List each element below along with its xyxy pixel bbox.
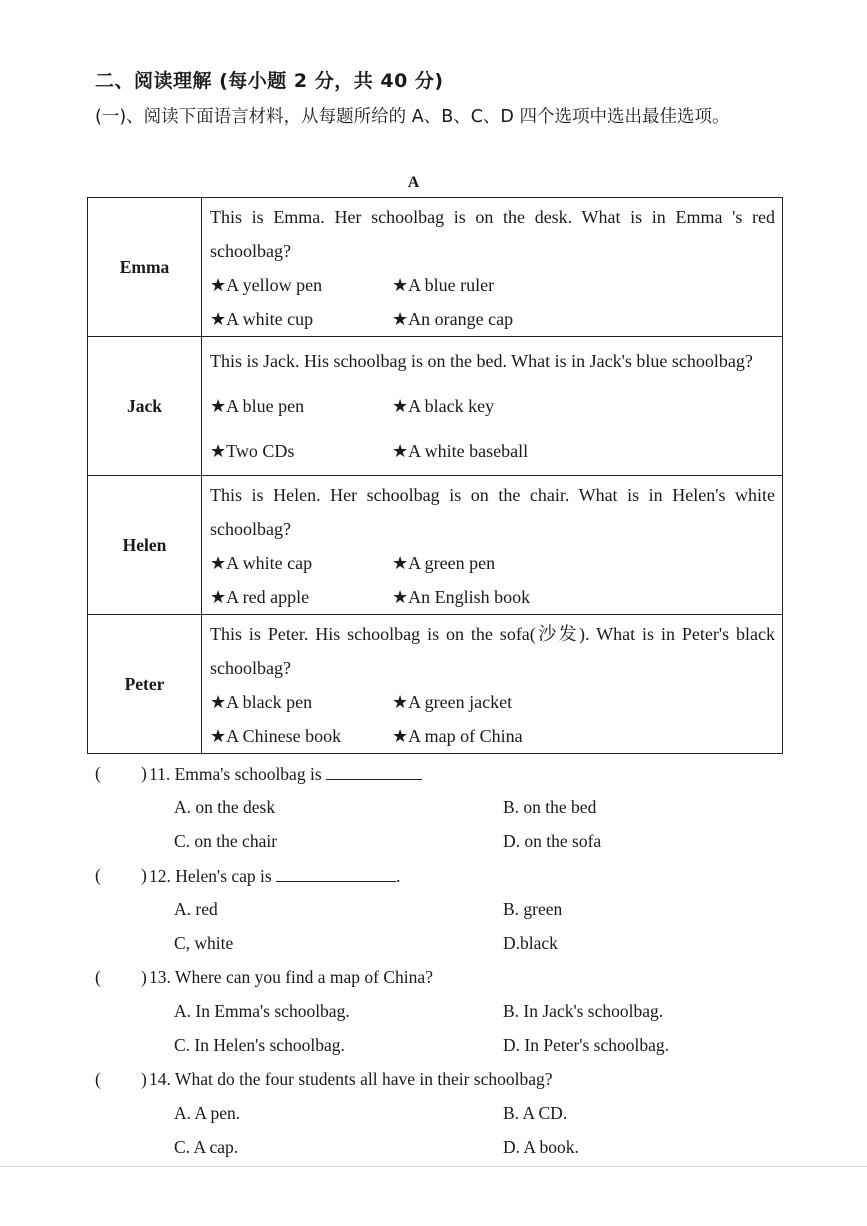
answer-paren-close: ) [141, 865, 147, 885]
student-name: Peter [88, 615, 202, 754]
page-bottom-divider [0, 1166, 867, 1167]
table-row [88, 476, 783, 615]
answer-paren-close: ) [141, 1069, 147, 1089]
student-schoolbag-table [87, 197, 783, 754]
bag-item: ★A yellow pen [210, 275, 323, 295]
answer-paren-close: ) [141, 763, 147, 783]
question-text: 13. Where can you find a map of China? [149, 967, 433, 987]
bag-item: ★A map of China [392, 726, 523, 746]
option-d: D. In Peter's schoolbag. [503, 1035, 669, 1055]
question-text: 14. What do the four students all have in their schoolbag? [149, 1069, 553, 1089]
bag-item: ★A white baseball [392, 440, 529, 461]
option-d: D.black [503, 933, 558, 953]
table-row [88, 615, 783, 754]
bag-item: ★A green jacket [392, 692, 513, 712]
question-suffix: . [396, 866, 401, 886]
student-description [202, 476, 783, 615]
question-text: 11. Emma's schoolbag is [149, 764, 322, 784]
answer-blank[interactable] [326, 763, 422, 780]
section-instruction: (一)、阅读下面语言材料，从每题所给的 A、B、C、D 四个选项中选出最佳选项。 [95, 107, 730, 127]
bag-item: ★A red apple [210, 587, 310, 607]
option-a: A. red [174, 899, 218, 919]
description-sentence: This is Jack. His schoolbag is on the bed. What is in Jack's blue schoolbag? [210, 351, 753, 372]
answer-paren-open: ( [95, 763, 101, 783]
table-row [88, 337, 783, 476]
option-c: C. A cap. [174, 1137, 239, 1157]
bag-item: ★A blue ruler [392, 275, 495, 295]
answer-paren-open: ( [95, 967, 101, 987]
option-b: B. In Jack's schoolbag. [503, 1001, 664, 1021]
description-sentence: This is Emma. Her schoolbag is on the desk. What is in Emma 's red schoolbag? [210, 207, 775, 261]
answer-paren-open: ( [95, 1069, 101, 1089]
description-sentence: This is Helen. Her schoolbag is on the chair. What is in Helen's white schoolbag? [210, 485, 775, 539]
bag-item: ★An English book [392, 587, 531, 607]
passage-label: A [407, 174, 420, 191]
answer-blank[interactable] [276, 865, 396, 882]
option-b: B. on the bed [503, 797, 597, 817]
student-description [202, 615, 783, 754]
bag-item: ★Two CDs [210, 440, 295, 461]
bag-item: ★A blue pen [210, 395, 305, 416]
option-a: A. A pen. [174, 1103, 241, 1123]
description-sentence: This is Peter. His schoolbag is on the sofa(沙发). What is in Peter's black schoolbag? [210, 624, 775, 678]
option-b: B. green [503, 899, 563, 919]
option-b: B. A CD. [503, 1103, 568, 1123]
option-c: C. In Helen's schoolbag. [174, 1035, 345, 1055]
bag-item: ★A white cap [210, 553, 313, 573]
bag-item: ★An orange cap [392, 309, 514, 329]
option-a: A. on the desk [174, 797, 276, 817]
student-name: Helen [88, 476, 202, 615]
bag-item: ★A black pen [210, 692, 313, 712]
option-a: A. In Emma's schoolbag. [174, 1001, 350, 1021]
option-c: C, white [174, 933, 234, 953]
bag-item: ★A white cup [210, 309, 314, 329]
option-c: C. on the chair [174, 831, 278, 851]
bag-item: ★A Chinese book [210, 726, 342, 746]
student-name: Jack [88, 337, 202, 476]
student-name: Emma [88, 198, 202, 337]
option-d: D. on the sofa [503, 831, 602, 851]
answer-paren-close: ) [141, 967, 147, 987]
table-row [88, 198, 783, 337]
student-description [202, 198, 783, 337]
student-description [202, 337, 783, 476]
bag-item: ★A green pen [392, 553, 496, 573]
bag-item: ★A black key [392, 395, 495, 416]
answer-paren-open: ( [95, 865, 101, 885]
option-d: D. A book. [503, 1137, 579, 1157]
section-title: 二、阅读理解 (每小题 2 分，共 40 分) [95, 70, 444, 92]
question-text: 12. Helen's cap is [149, 866, 272, 886]
